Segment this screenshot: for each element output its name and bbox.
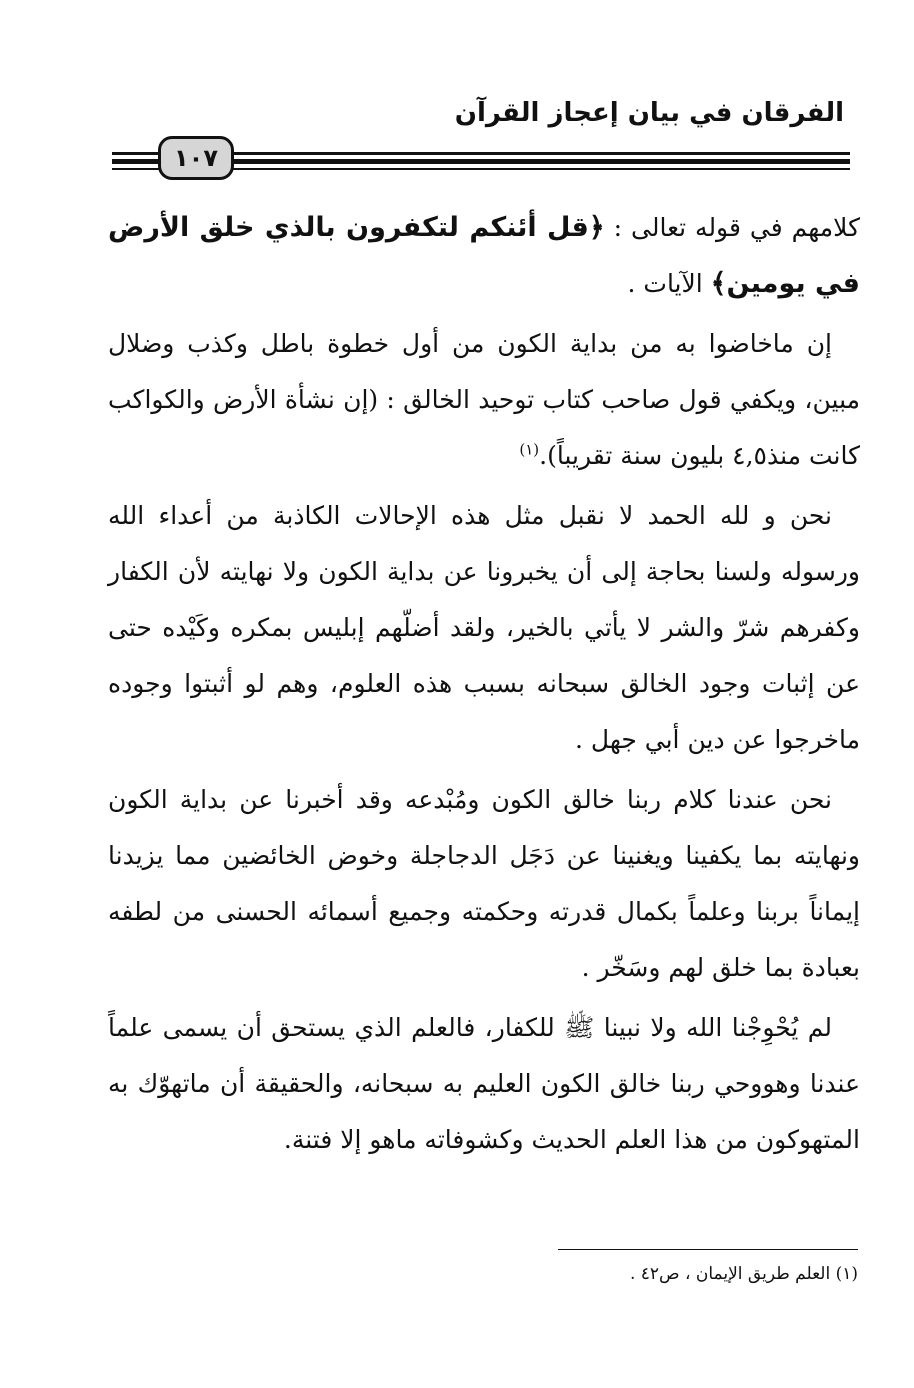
- paragraph: [108, 200, 860, 312]
- body-text: [108, 200, 860, 1168]
- footnote: (١) العلم طريق الإيمان ، ص٤٢ .: [629, 1264, 858, 1284]
- paragraph-lead: كلامهم في قوله تعالى :: [604, 213, 860, 242]
- paragraph: [108, 1000, 860, 1168]
- paragraph-text: نحن عندنا كلام ربنا خالق الكون ومُبْدعه وقد أخبرنا عن بداية الكون ونهايته بما يكفينا ويغنينا عن دَجَل الدجاجلة وخوض الخائضين مما يزيدنا إيماناً بربنا وعلماً بكمال قدرته وحكمته وجميع أسمائه الحسنى من لطفه بعبادة بما خلق لهم وسَخّر .: [108, 785, 861, 982]
- paragraph: [108, 316, 860, 484]
- paragraph-text: لم يُحْوِجْنا الله ولا نبينا ﷺ للكفار، فالعلم الذي يستحق أن يسمى علماً عندنا وهووحي ربنا خالق الكون العليم به سبحانه، والحقيقة أن ماتهوّك به المتهوكون من هذا العلم الحديث وكشوفاته ماهو إلا فتنة.: [108, 1013, 860, 1154]
- running-title: الفرقان في بيان إعجاز القرآن: [454, 98, 844, 128]
- footnote-divider: [558, 1249, 858, 1250]
- quran-verse: ﴿قل أئنكم لتكفرون بالذي خلق الأرض في يومين﴾: [108, 212, 860, 299]
- paragraph: [108, 772, 860, 996]
- paragraph-text: نحن و لله الحمد لا نقبل مثل هذه الإحالات الكاذبة من أعداء الله ورسوله ولسنا بحاجة إلى أن يخبرونا عن بداية الكون ولا نهايته لأن الكفار وكفرهم شرّ والشر لا يأتي بالخير، ولقد أضلّهم إبليس بمكره وكَيْده حتى عن إثبات وجود الخالق سبحانه بسبب هذه العلوم، وهم لو أثبتوا وجوده ماخرجوا عن دين أبي جهل .: [108, 501, 860, 754]
- page-number-badge: ١٠٧: [158, 136, 234, 180]
- paragraph: [108, 488, 860, 768]
- paragraph-text: إن ماخاضوا به من بداية الكون من أول خطوة باطل وكذب وضلال مبين، ويكفي قول صاحب كتاب توحيد الخالق : (إن نشأة الأرض والكواكب كانت منذ٤,٥ بليون سنة تقريباً).: [108, 329, 860, 470]
- paragraph-tail: الآيات .: [627, 269, 711, 298]
- footnote-reference[interactable]: (١): [519, 440, 540, 459]
